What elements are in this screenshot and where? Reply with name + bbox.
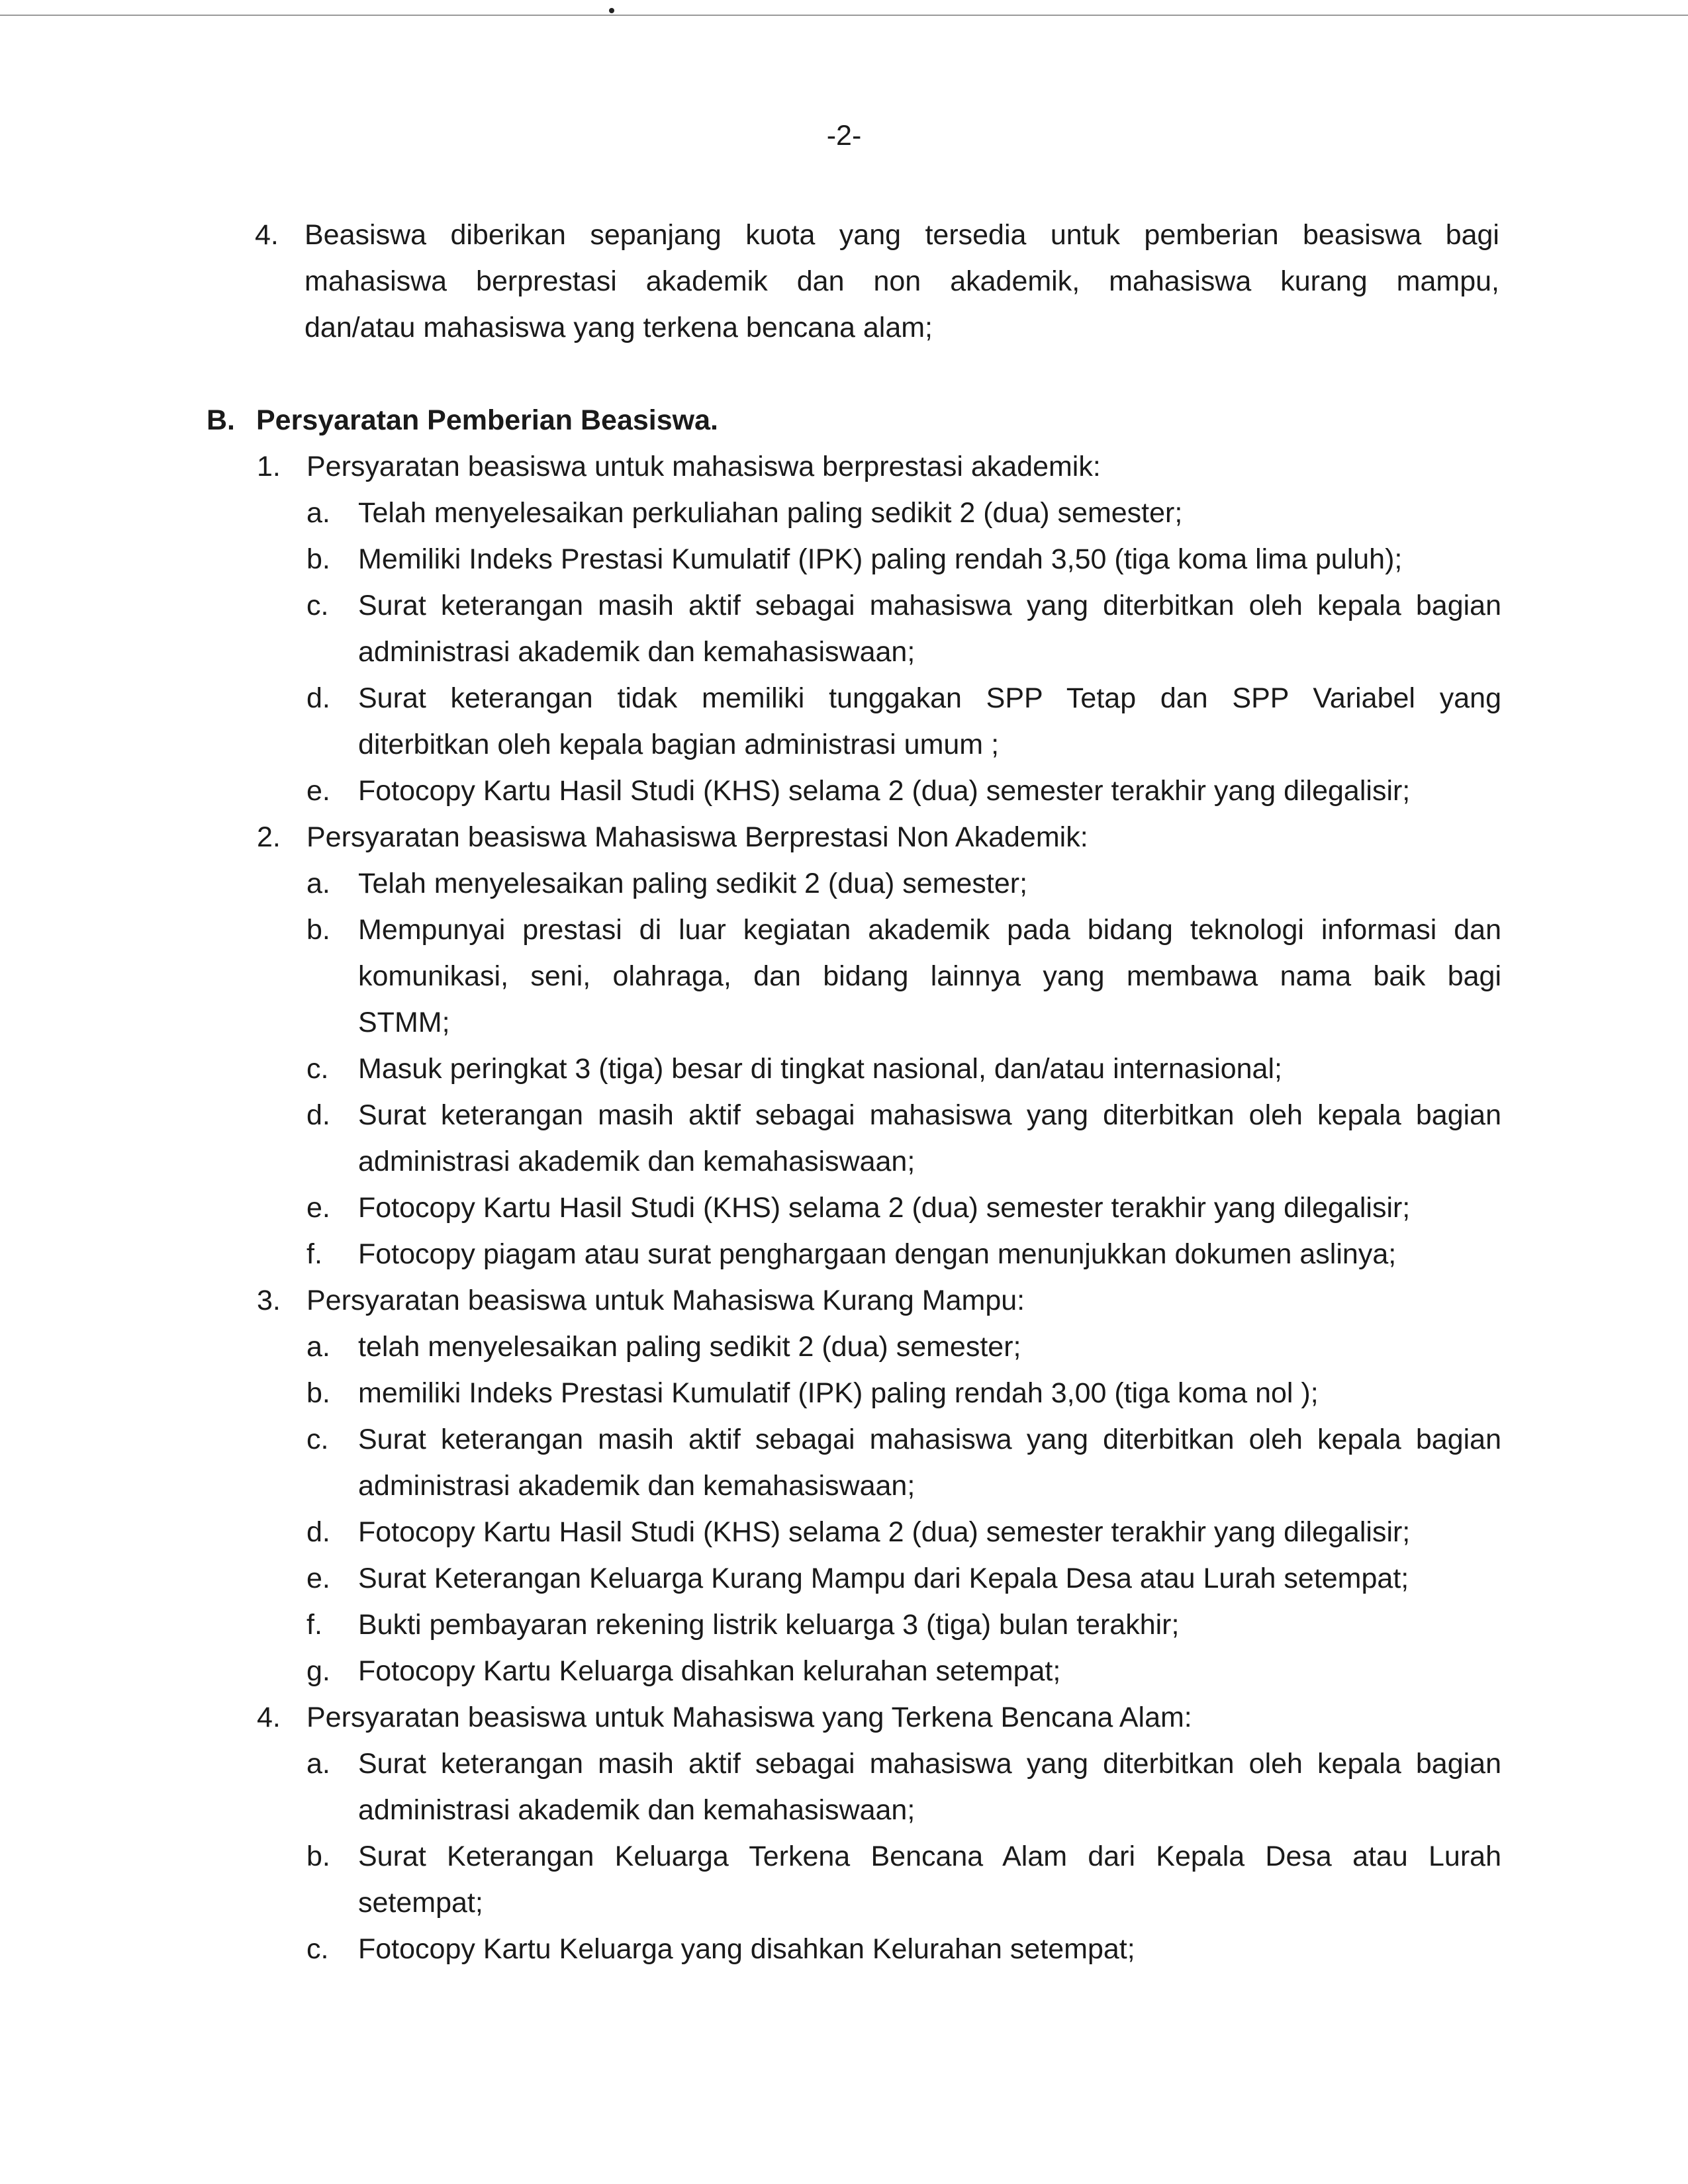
group-title-row: [257, 1277, 1501, 1324]
item-line: Fotocopy piagam atau surat penghargaan dengan menunjukkan dokumen aslinya;: [358, 1238, 1397, 1270]
requirement-item: [306, 1833, 1501, 1926]
item-letter: b.: [306, 543, 330, 575]
requirement-item: [306, 1370, 1501, 1416]
requirement-group: [257, 443, 1501, 814]
item-letter: g.: [306, 1655, 330, 1687]
requirement-item: [306, 768, 1501, 814]
section-heading: [207, 397, 1464, 443]
requirement-item: [306, 1231, 1501, 1277]
section-letter: B.: [207, 404, 235, 436]
group-title: Persyaratan beasiswa Mahasiswa Berprestasi Non Akademik:: [306, 821, 1088, 853]
item-letter: c.: [306, 590, 329, 621]
item-line: Masuk peringkat 3 (tiga) besar di tingkat nasional, dan/atau internasional;: [358, 1053, 1282, 1085]
page-number: -2-: [826, 120, 862, 152]
item-line: administrasi akademik dan kemahasiswaan;: [358, 1470, 915, 1502]
item-letter: c.: [306, 1424, 329, 1455]
item-line: Telah menyelesaikan paling sedikit 2 (dua) semester;: [358, 868, 1028, 899]
requirement-item: [306, 1416, 1501, 1509]
intro-item-line: dan/atau mahasiswa yang terkena bencana alam;: [305, 312, 933, 343]
item-line: Mempunyai prestasi di luar kegiatan akademik pada bidang teknologi informasi dan: [358, 914, 1501, 946]
item-letter: a.: [306, 1331, 330, 1363]
item-line: administrasi akademik dan kemahasiswaan;: [358, 636, 915, 668]
intro-item-line: mahasiswa berprestasi akademik dan non akademik, mahasiswa kurang mampu,: [305, 265, 1499, 297]
item-line: Surat Keterangan Keluarga Kurang Mampu dari Kepala Desa atau Lurah setempat;: [358, 1563, 1409, 1594]
item-line: Surat keterangan masih aktif sebagai mahasiswa yang diterbitkan oleh kepala bagian: [358, 1748, 1501, 1780]
group-number: 3.: [257, 1285, 281, 1316]
item-letter: e.: [306, 775, 330, 807]
group-title-row: [257, 443, 1501, 490]
item-letter: c.: [306, 1053, 329, 1085]
item-line: setempat;: [358, 1887, 483, 1919]
item-letter: c.: [306, 1933, 329, 1965]
intro-item: [255, 212, 1499, 351]
intro-item-line: Beasiswa diberikan sepanjang kuota yang tersedia untuk pemberian beasiswa bagi: [305, 219, 1499, 251]
requirement-item: [306, 490, 1501, 536]
item-line: Surat keterangan tidak memiliki tunggakan SPP Tetap dan SPP Variabel yang: [358, 682, 1501, 714]
item-letter: f.: [306, 1609, 322, 1641]
requirement-item: [306, 1324, 1501, 1370]
requirement-item: [306, 860, 1501, 907]
group-title-row: [257, 1694, 1501, 1741]
item-letter: d.: [306, 1516, 330, 1548]
requirement-group: [257, 1277, 1501, 1694]
item-line: Telah menyelesaikan perkuliahan paling sedikit 2 (dua) semester;: [358, 497, 1183, 529]
item-line: telah menyelesaikan paling sedikit 2 (dua) semester;: [358, 1331, 1021, 1363]
item-letter: a.: [306, 868, 330, 899]
requirement-item: [306, 1185, 1501, 1231]
item-line: Fotocopy Kartu Hasil Studi (KHS) selama 2 (dua) semester terakhir yang dilegalisir;: [358, 1192, 1411, 1224]
requirement-item: [306, 1602, 1501, 1648]
item-line: memiliki Indeks Prestasi Kumulatif (IPK) paling rendah 3,00 (tiga koma nol );: [358, 1377, 1319, 1409]
item-line: komunikasi, seni, olahraga, dan bidang lainnya yang membawa nama baik bagi: [358, 960, 1501, 992]
scan-speck: [609, 8, 614, 13]
requirement-item: [306, 1926, 1501, 1972]
item-letter: a.: [306, 497, 330, 529]
group-number: 1.: [257, 451, 281, 482]
requirement-item: [306, 907, 1501, 1046]
item-letter: e.: [306, 1563, 330, 1594]
section-title: Persyaratan Pemberian Beasiswa.: [256, 404, 718, 436]
group-title: Persyaratan beasiswa untuk mahasiswa berprestasi akademik:: [306, 451, 1101, 482]
item-letter: d.: [306, 1099, 330, 1131]
group-number: 4.: [257, 1702, 281, 1733]
item-letter: f.: [306, 1238, 322, 1270]
requirement-item: [306, 1092, 1501, 1185]
item-letter: d.: [306, 682, 330, 714]
requirement-item: [306, 1509, 1501, 1555]
requirement-item: [306, 1046, 1501, 1092]
item-line: Fotocopy Kartu Hasil Studi (KHS) selama 2 (dua) semester terakhir yang dilegalisir;: [358, 775, 1411, 807]
item-letter: a.: [306, 1748, 330, 1780]
group-number: 2.: [257, 821, 281, 853]
group-title: Persyaratan beasiswa untuk Mahasiswa Kurang Mampu:: [306, 1285, 1025, 1316]
item-line: Surat keterangan masih aktif sebagai mahasiswa yang diterbitkan oleh kepala bagian: [358, 590, 1501, 621]
requirement-item: [306, 1741, 1501, 1833]
item-line: Fotocopy Kartu Keluarga yang disahkan Kelurahan setempat;: [358, 1933, 1135, 1965]
requirement-group: [257, 1694, 1501, 1972]
item-letter: b.: [306, 1377, 330, 1409]
item-line: STMM;: [358, 1007, 450, 1038]
item-line: Fotocopy Kartu Keluarga disahkan kelurahan setempat;: [358, 1655, 1061, 1687]
item-line: Fotocopy Kartu Hasil Studi (KHS) selama 2 (dua) semester terakhir yang dilegalisir;: [358, 1516, 1411, 1548]
item-letter: e.: [306, 1192, 330, 1224]
requirement-item: [306, 675, 1501, 768]
item-line: administrasi akademik dan kemahasiswaan;: [358, 1794, 915, 1826]
item-line: administrasi akademik dan kemahasiswaan;: [358, 1146, 915, 1177]
requirement-item: [306, 582, 1501, 675]
requirement-item: [306, 536, 1501, 582]
item-line: Surat Keterangan Keluarga Terkena Bencana Alam dari Kepala Desa atau Lurah: [358, 1841, 1501, 1872]
group-title-row: [257, 814, 1501, 860]
item-letter: b.: [306, 914, 330, 946]
item-letter: b.: [306, 1841, 330, 1872]
item-line: diterbitkan oleh kepala bagian administrasi umum ;: [358, 729, 1000, 760]
item-line: Surat keterangan masih aktif sebagai mahasiswa yang diterbitkan oleh kepala bagian: [358, 1424, 1501, 1455]
group-title: Persyaratan beasiswa untuk Mahasiswa yang Terkena Bencana Alam:: [306, 1702, 1192, 1733]
requirement-group: [257, 814, 1501, 1277]
requirement-item: [306, 1555, 1501, 1602]
item-line: Surat keterangan masih aktif sebagai mahasiswa yang diterbitkan oleh kepala bagian: [358, 1099, 1501, 1131]
item-line: Bukti pembayaran rekening listrik keluarga 3 (tiga) bulan terakhir;: [358, 1609, 1180, 1641]
requirement-item: [306, 1648, 1501, 1694]
intro-item-number: 4.: [255, 219, 279, 251]
scan-edge-line: [0, 15, 1688, 16]
item-line: Memiliki Indeks Prestasi Kumulatif (IPK) paling rendah 3,50 (tiga koma lima puluh);: [358, 543, 1403, 575]
